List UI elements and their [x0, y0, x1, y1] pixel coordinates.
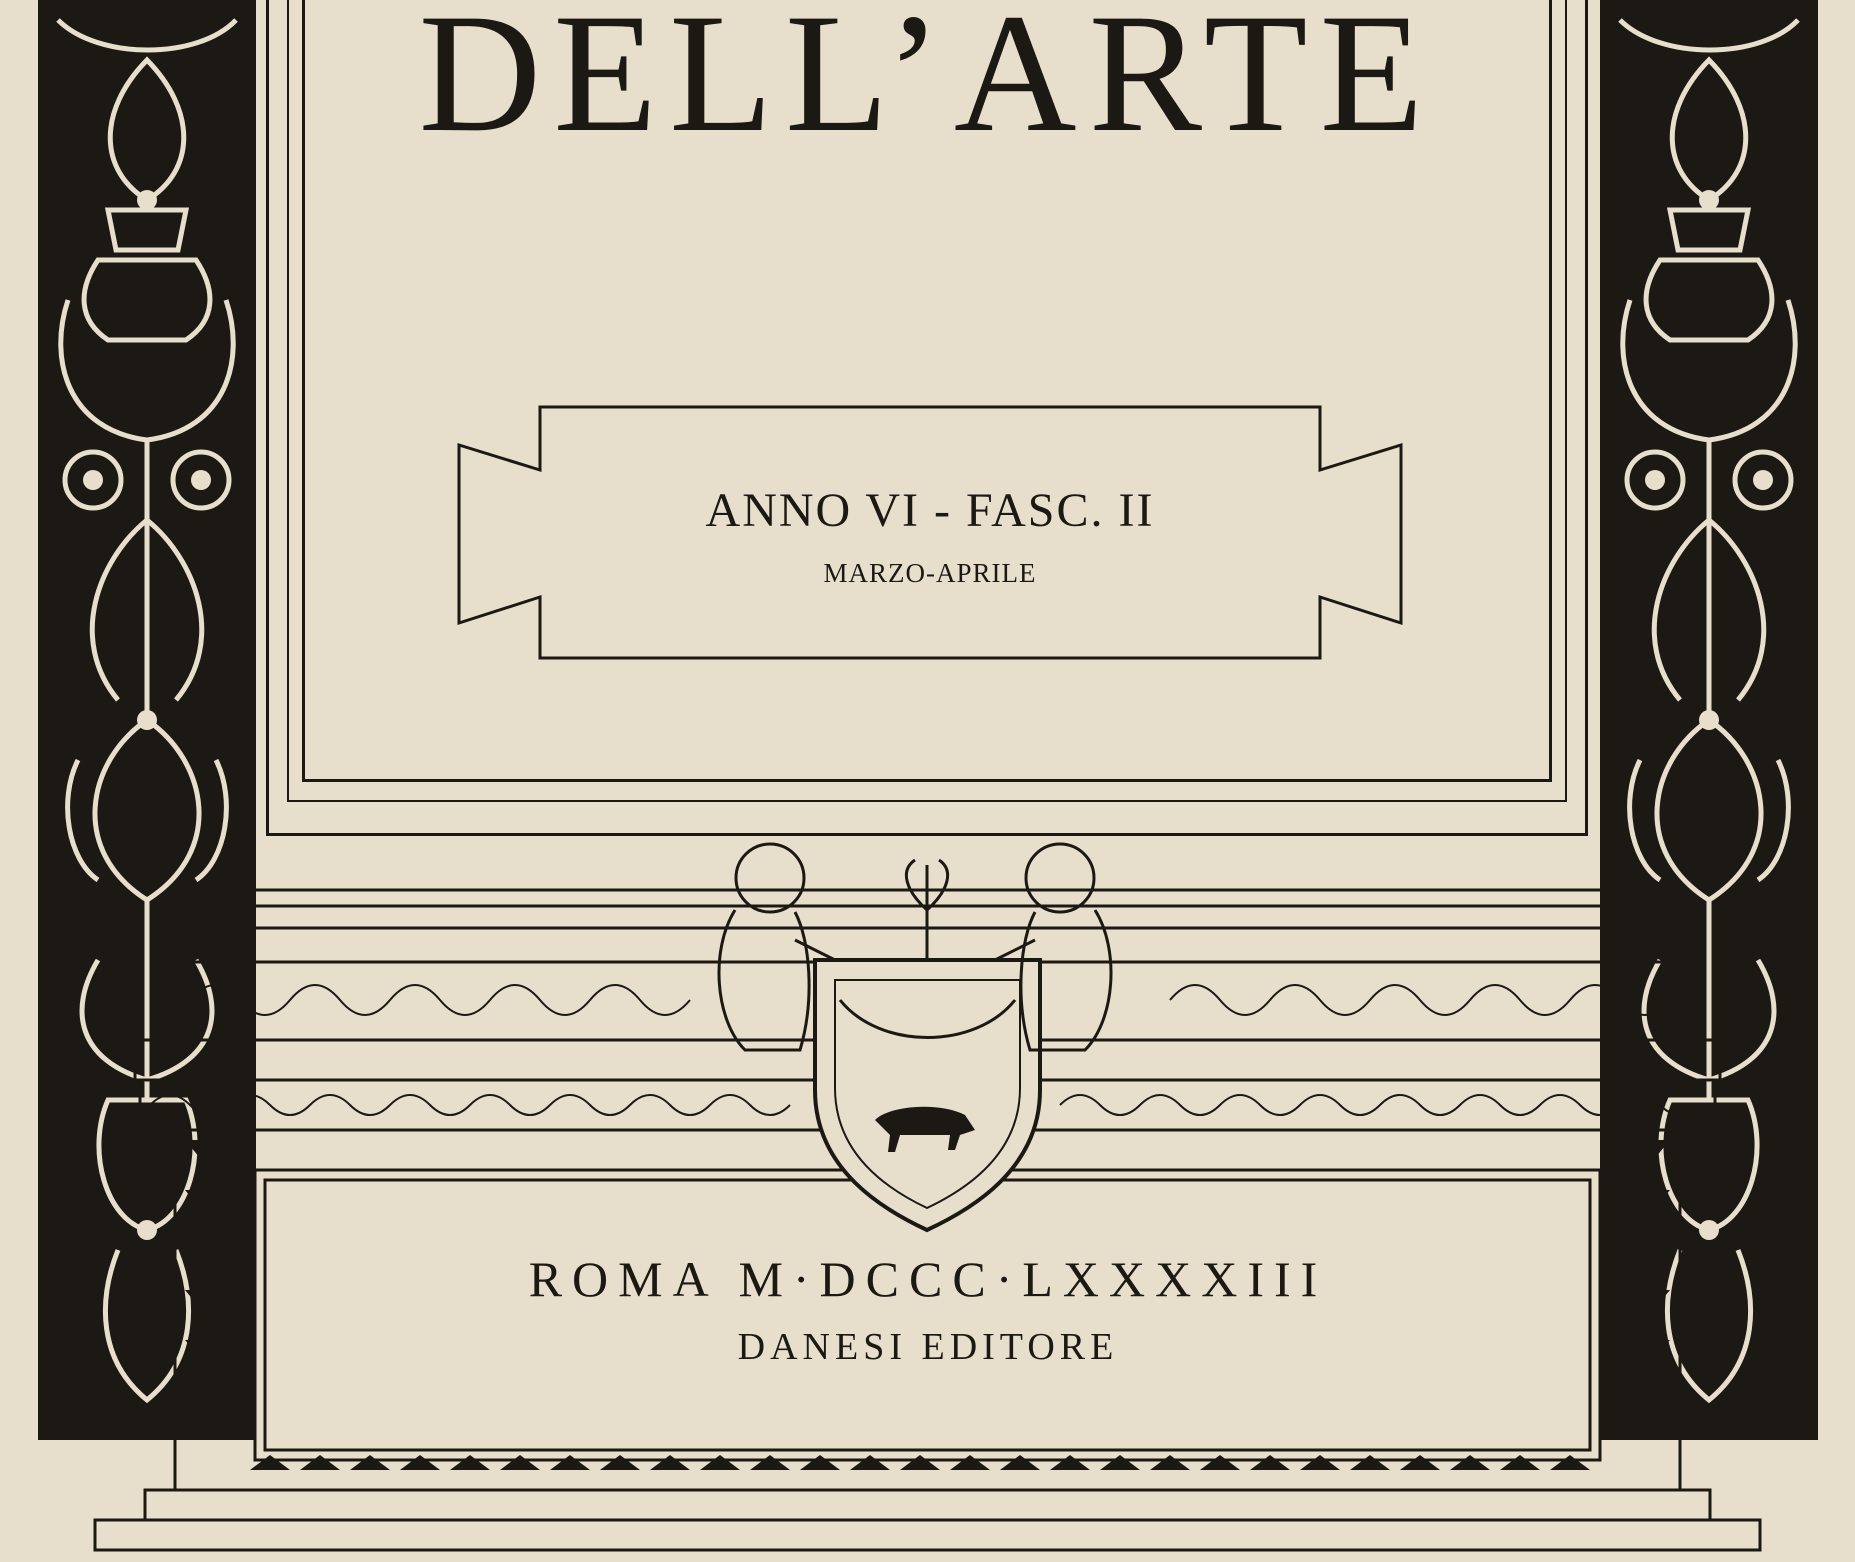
imprint-publisher: DANESI EDITORE [737, 1326, 1119, 1368]
imprint-city-year: ROMA M·DCCC·LXXXXIII [528, 1251, 1328, 1307]
issue-number: ANNO VI - FASC. II [705, 484, 1155, 537]
issue-cartouche [455, 405, 1405, 660]
imprint-panel [258, 1175, 1598, 1445]
journal-title: DELL’ARTE [418, 0, 1436, 167]
issue-months: MARZO-APRILE [823, 558, 1037, 588]
